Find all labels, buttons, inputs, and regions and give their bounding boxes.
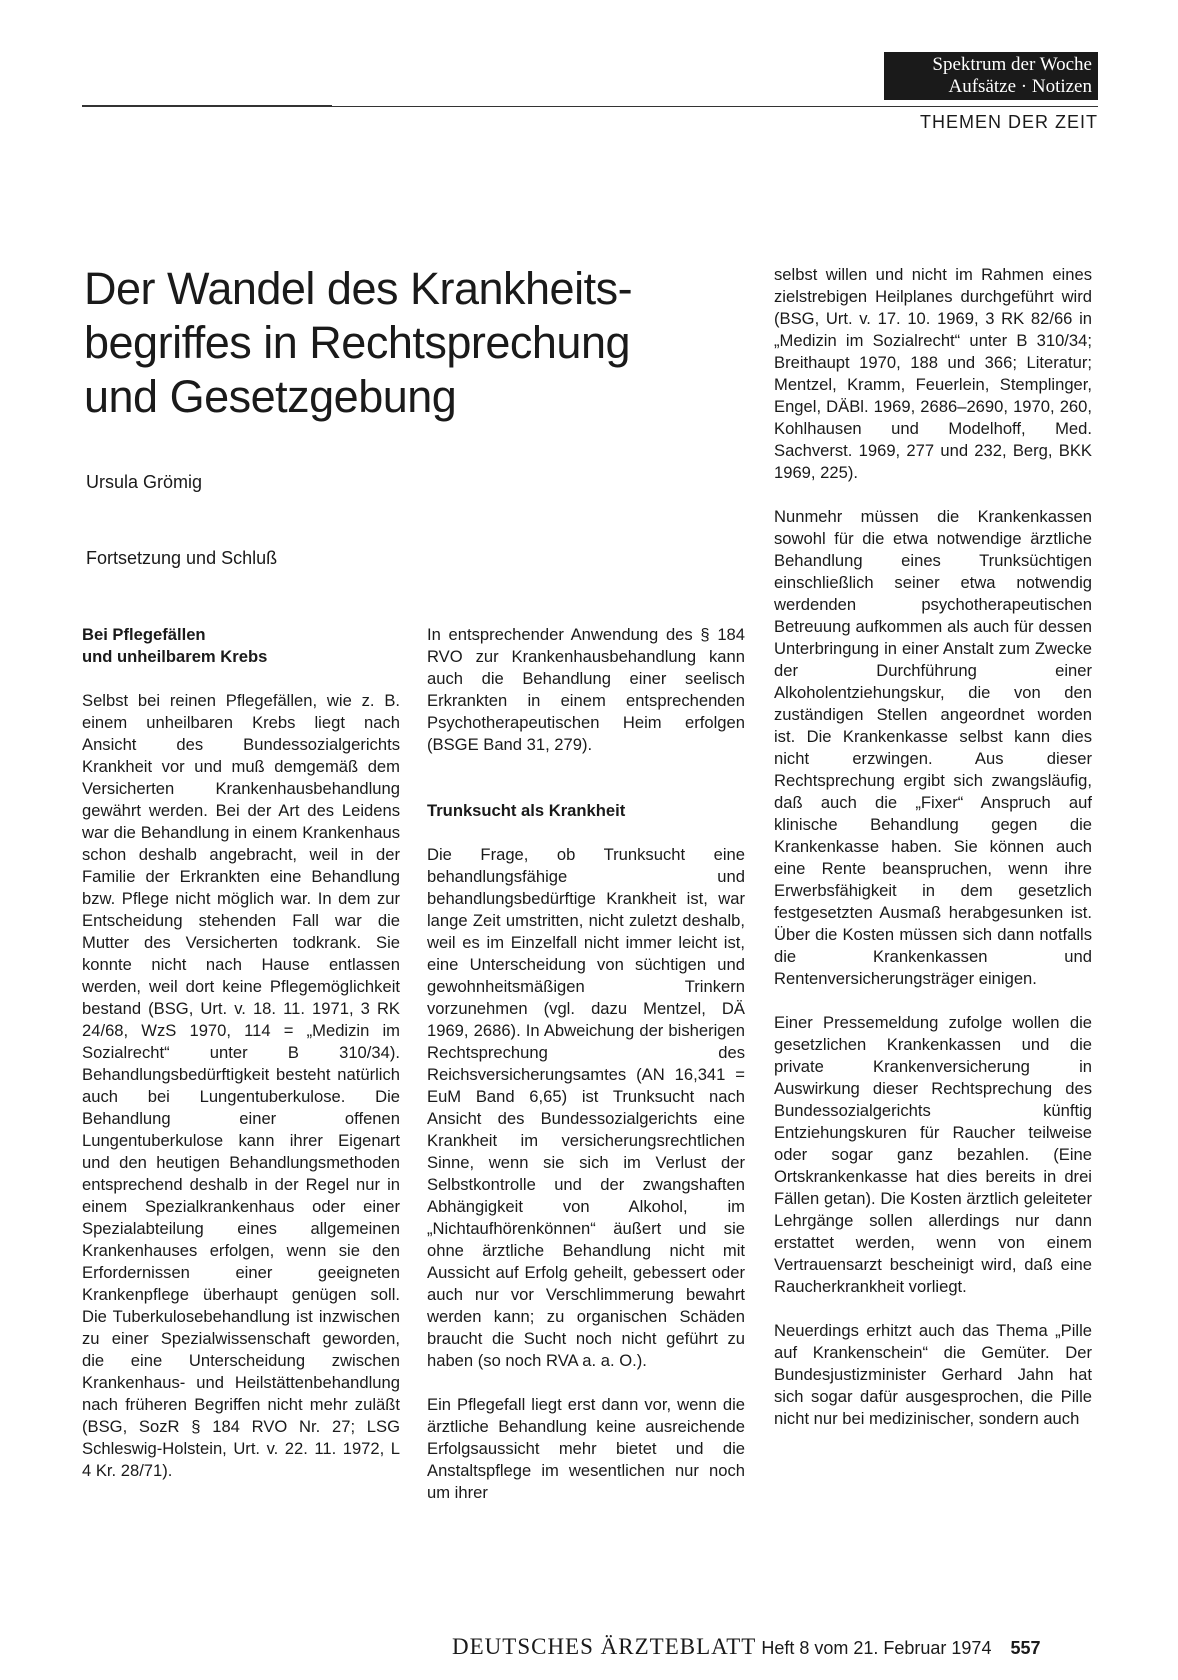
heading-trunksucht: Trunksucht als Krankheit bbox=[427, 801, 626, 820]
paragraph: Die Frage, ob Trunksucht eine behandlungsfähige und behandlungsbedürftige Krankheit ist, war lange Zeit umstritten, nicht zuletzt deshalb, weil es im Einzelfall nicht immer leicht ist, eine Unterscheidung von süchtigen und gewohnheitsmäßigen Trinkern vorzunehmen (vgl. dazu Mentzel, DÄ 1969, 2686). In Abweichung der bisherigen Rechtsprechung des Reichsversicherungsamtes (AN 16,341 = EuM Band 6,65) ist Trunksucht nach Ansicht des Bundessozialgerichts eine Krankheit im versicherungsrechtlichen Sinne, wenn sie sich im Verlust der Selbstkontrolle und der zwangshaften Abhängigkeit von Alkohol, im „Nichtaufhörenkönnen“ äußert und sie ohne ärztliche Behandlung nicht mit Aussicht auf Erfolg geheilt, gebessert oder auch nur vor Verschlimmerung bewahrt werden kann; zu organischen Schäden braucht die Sucht noch nicht geführt zu haben (so noch RVA a. a. O.). bbox=[427, 845, 745, 1370]
heading-line-2: und unheilbarem Krebs bbox=[82, 647, 268, 666]
column-3 bbox=[774, 264, 1092, 1430]
paragraph: Nunmehr müssen die Krankenkassen sowohl für die etwa notwendige ärztliche Behandlung eines Trunksüchtigen einschließlich seiner etwa notwendig werdenden psychotherapeutischen Betreuung aufkommen als auch für dessen Unterbringung in einer Anstalt zum Zwecke der Durchführung einer Alkoholentziehungskur, die von den zuständigen Stellen angeordnet worden ist. Die Krankenkasse selbst kann dies nicht erzwingen. Aus dieser Rechtsprechung ergibt sich zwangsläufig, daß auch die „Fixer“ Anspruch auf klinische Behandlung gegen die Krankenkasse haben. Sie können auch eine Rente beanspruchen, wenn ihre Erwerbsfähigkeit in dem gesetzlich festgesetzten Ausmaß herabgesunken ist. Über die Kosten müssen sich dann notfalls die Krankenkassen und Rentenversicherungsträger einigen. bbox=[774, 507, 1092, 988]
column-2 bbox=[427, 624, 745, 1504]
paragraph: In entsprechender Anwendung des § 184 RVO zur Krankenhausbehandlung kann auch die Behandlung einer seelisch Erkrankten in einem entsprechenden Psychotherapeutischen Heim erfolgen (BSGE Band 31, 279). bbox=[427, 625, 745, 754]
rubric-line-2: Aufsätze · Notizen bbox=[948, 76, 1092, 97]
rubric-line-1: Spektrum der Woche bbox=[932, 54, 1092, 75]
journal-name: DEUTSCHES ÄRZTEBLATT bbox=[452, 1634, 757, 1659]
paragraph: Neuerdings erhitzt auch das Thema „Pille auf Krankenschein“ die Gemüter. Der Bundesjustizminister Gerhard Jahn hat sich sogar dafür ausgesprochen, die Pille nicht nur bei medizinischer, sondern auch bbox=[774, 1321, 1092, 1428]
heading-pflegefaelle bbox=[82, 624, 400, 668]
continuation-note: Fortsetzung und Schluß bbox=[86, 548, 278, 568]
paragraph: selbst willen und nicht im Rahmen eines zielstrebigen Heilplanes durchgeführt wird (BSG, Urt. v. 17. 10. 1969, 3 RK 82/66 in „Medizin im Sozialrecht“ unter B 310/34; Breithaupt 1970, 188 und 366; Literatur; Mentzel, Kramm, Feuerlein, Stemplinger, Engel, DÄBl. 1969, 2686–2690, 1970, 260, Kohlhausen und Modelhoff, Med. Sachverst. 1969, 277 und 232, Berg, BKK 1969, 225). bbox=[774, 265, 1092, 482]
title-line-1: Der Wandel des Krankheits- bbox=[84, 263, 633, 314]
column-1 bbox=[82, 624, 400, 1482]
author: Ursula Grömig bbox=[86, 472, 203, 492]
article-title bbox=[84, 262, 724, 424]
page-number: 557 bbox=[1010, 1638, 1041, 1658]
rubric-badge bbox=[884, 52, 1098, 100]
paragraph: Ein Pflegefall liegt erst dann vor, wenn die ärztliche Behandlung keine ausreichende Erfolgsaussicht mehr bietet und die Anstaltspflege im wesentlichen nur noch um ihrer bbox=[427, 1395, 745, 1502]
title-line-2: begriffes in Rechtsprechung bbox=[84, 317, 631, 368]
issue-info: Heft 8 vom 21. Februar 1974 bbox=[761, 1638, 992, 1658]
title-line-3: und Gesetzgebung bbox=[84, 371, 457, 422]
header-rule bbox=[82, 106, 1098, 107]
heading-line-1: Bei Pflegefällen bbox=[82, 625, 206, 644]
section-label: THEMEN DER ZEIT bbox=[919, 112, 1098, 132]
page-footer bbox=[452, 1634, 1041, 1660]
paragraph: Selbst bei reinen Pflegefällen, wie z. B. einem unheilbaren Krebs liegt nach Ansicht des Bundessozialgerichts Krankheit vor und muß demgemäß dem Versicherten Krankenhausbehandlung gewährt werden. Bei der Art des Leidens war die Behandlung in einem Krankenhaus schon deshalb angebracht, weil in der Familie der Erkrankten eine Behandlung bzw. Pflege nicht möglich war. In dem zur Entscheidung stehenden Fall war die Mutter des Versicherten todkrank. Sie konnte nicht nach Hause entlassen werden, weil dort keine Pflegemöglichkeit bestand (BSG, Urt. v. 18. 11. 1971, 3 RK 24/68, WzS 1970, 114 = „Medizin im Sozialrecht“ unter B 310/34). Behandlungsbedürftigkeit besteht natürlich auch bei Lungentuberkulose. Die Behandlung einer offenen Lungentuberkulose kann ihrer Eigenart und den heutigen Behandlungsmethoden entsprechend deshalb in der Regel nur in einem Spezialkrankenhaus oder einer Spezialabteilung eines allgemeinen Krankenhauses erfolgen, wenn sie den Erfordernissen einer geeigneten Krankenpflege überhaupt genügen soll. Die Tuberkulosebehandlung ist inzwischen zu einer Spezialwissenschaft geworden, die eine Unterscheidung zwischen Krankenhaus- und Heilstättenbehandlung nach früheren Begriffen nicht mehr zuläßt (BSG, SozR § 184 RVO Nr. 27; LSG Schleswig-Holstein, Urt. v. 22. 11. 1972, L 4 Kr. 28/71). bbox=[82, 691, 400, 1480]
paragraph: Einer Pressemeldung zufolge wollen die gesetzlichen Krankenkassen und die private Krankenversicherung in Auswirkung dieser Rechtsprechung des Bundessozialgerichts künftig Entziehungskuren für Raucher teilweise oder sogar ganz bezahlen. (Eine Ortskrankenkasse hat dies bereits in drei Fällen getan). Die Kosten ärztlich geleiteter Lehrgänge sollen allerdings nur dann erstattet werden, wenn von einem Vertrauensarzt bescheinigt wird, daß eine Raucherkrankheit vorliegt. bbox=[774, 1013, 1092, 1296]
